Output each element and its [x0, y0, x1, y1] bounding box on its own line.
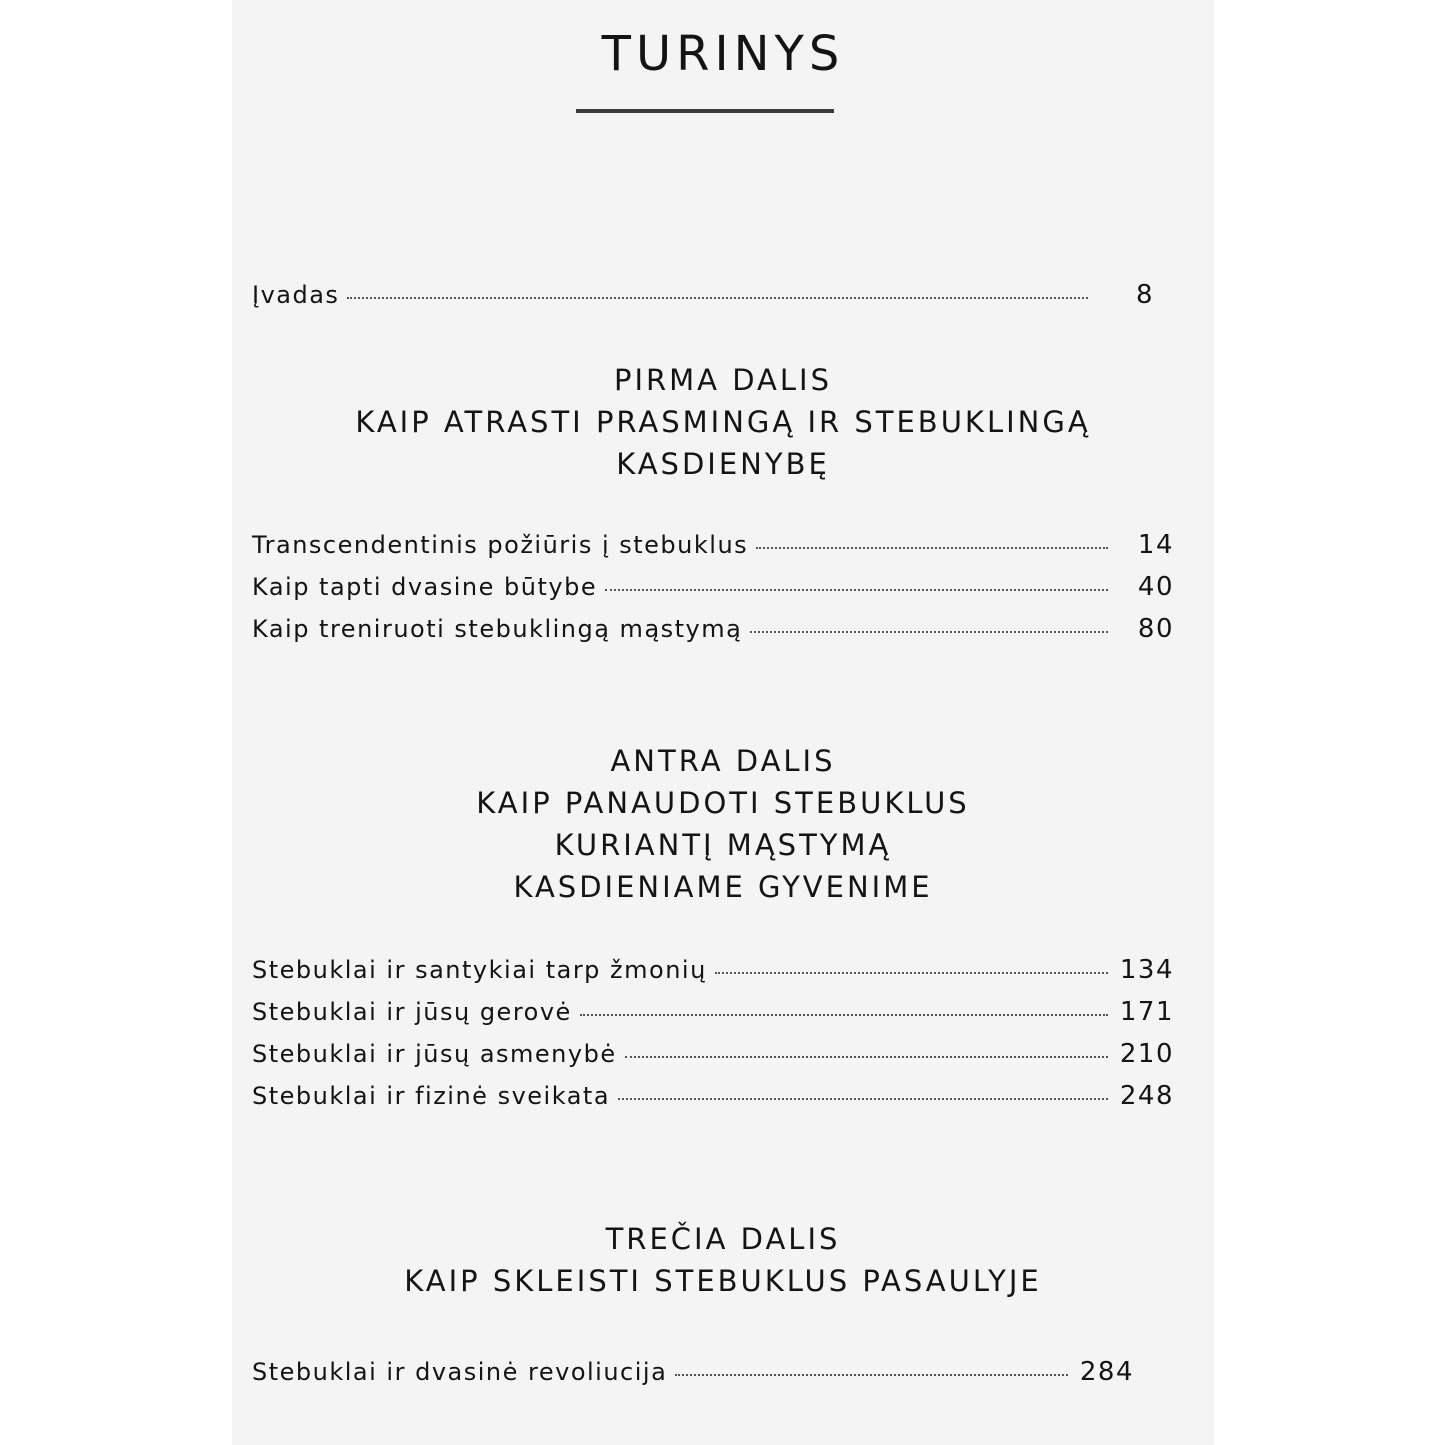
toc-entry-page: 80 — [1137, 614, 1174, 644]
part-heading-line: KASDIENIAME GYVENIME — [513, 870, 933, 904]
part-heading-line: KURIANTĮ MĄSTYMĄ — [554, 828, 892, 862]
toc-entry-page: 8 — [1135, 280, 1154, 310]
part-heading-1 — [232, 359, 1214, 485]
intro-entries — [252, 280, 1154, 322]
toc-entry-label: Stebuklai ir jūsų asmenybė — [252, 1040, 617, 1068]
toc-entry-page: 14 — [1137, 530, 1174, 560]
title-underline — [576, 109, 834, 113]
toc-entry-label: Įvadas — [252, 281, 340, 309]
part-heading-2 — [232, 740, 1214, 908]
toc-entry-page: 210 — [1119, 1039, 1174, 1069]
toc-entry-label: Kaip treniruoti stebuklingą mąstymą — [252, 615, 743, 643]
toc-entry[interactable] — [252, 955, 1174, 997]
toc-entry-label: Stebuklai ir santykiai tarp žmonių — [252, 956, 707, 984]
toc-entry-label: Transcendentinis požiūris į stebuklus — [252, 531, 749, 559]
toc-entry-label: Stebuklai ir jūsų gerovė — [252, 998, 572, 1026]
toc-entry-label: Kaip tapti dvasine būtybe — [252, 573, 598, 601]
part-2-entries — [252, 955, 1174, 1123]
dot-leader — [625, 1056, 1108, 1058]
toc-entry-intro[interactable] — [252, 280, 1154, 322]
dot-leader — [675, 1374, 1068, 1376]
dot-leader — [756, 547, 1108, 549]
toc-entry-page: 248 — [1119, 1081, 1174, 1111]
dot-leader — [715, 972, 1108, 974]
toc-entry[interactable] — [252, 997, 1174, 1039]
toc-entry[interactable] — [252, 1081, 1174, 1123]
toc-entry[interactable] — [252, 1039, 1174, 1081]
dot-leader — [605, 589, 1108, 591]
part-heading-line: KAIP ATRASTI PRASMINGĄ IR STEBUKLINGĄ — [355, 405, 1091, 439]
toc-entry-label: Stebuklai ir fizinė sveikata — [252, 1082, 611, 1110]
page-title: TURINYS — [601, 26, 845, 82]
part-heading-line: TREČIA DALIS — [605, 1222, 841, 1256]
dot-leader — [618, 1098, 1108, 1100]
part-1-entries — [252, 530, 1174, 656]
part-heading-line: KAIP PANAUDOTI STEBUKLUS — [476, 786, 970, 820]
toc-entry-page: 171 — [1119, 997, 1174, 1027]
toc-entry[interactable] — [252, 614, 1174, 656]
part-heading-3 — [232, 1218, 1214, 1302]
part-heading-line: ANTRA DALIS — [610, 744, 836, 778]
toc-entry-label: Stebuklai ir dvasinė revoliucija — [252, 1358, 668, 1386]
dot-leader — [580, 1014, 1108, 1016]
toc-entry-page: 284 — [1079, 1357, 1134, 1387]
toc-entry[interactable] — [252, 572, 1174, 614]
part-heading-line: KASDIENYBĘ — [616, 447, 830, 481]
book-page — [232, 0, 1214, 1445]
dot-leader — [347, 297, 1088, 299]
part-heading-line: KAIP SKLEISTI STEBUKLUS PASAULYJE — [404, 1264, 1042, 1298]
part-3-entries — [252, 1357, 1134, 1399]
toc-entry-page: 134 — [1119, 955, 1174, 985]
toc-entry-page: 40 — [1137, 572, 1174, 602]
dot-leader — [750, 631, 1108, 633]
toc-entry[interactable] — [252, 1357, 1134, 1399]
part-heading-line: PIRMA DALIS — [613, 363, 833, 397]
toc-entry[interactable] — [252, 530, 1174, 572]
